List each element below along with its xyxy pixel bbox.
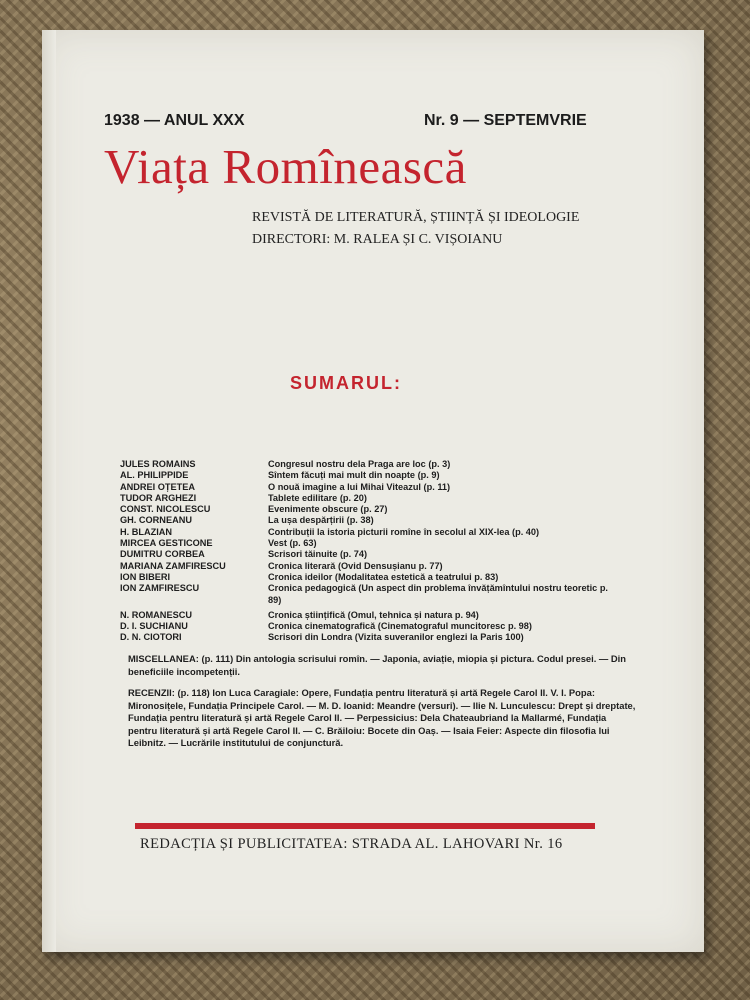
toc-author: DUMITRU CORBEA — [120, 549, 205, 560]
recenzii-text: (p. 118) Ion Luca Caragiale: Opere, Fundația pentru literatură și artă Regele Carol II. V. I. Popa: Mironosițele, Fundația Principele Carol. — M. D. Ioanid: Meandre (versuri). — Ilie N. Lunculescu: Drept și dreptate, Fundația pentru literatură și artă Regele Carol II. — Perpessicius: Dela Chateaubriand la Mallarmé, Fundația pentru literatură și artă Regele Carol II. — C. Brăiloiu: Bocete din Oaș. — Isaia Feier: Aspecte din filosofia lui Leibnitz. — Lucrările institutului de conjunctură. — [128, 687, 636, 748]
toc-author: JULES ROMAINS — [120, 459, 196, 469]
toc-row — [120, 621, 620, 632]
toc-author: CONST. NICOLESCU — [120, 504, 211, 515]
toc-work: Cronica literară (Ovid Densușianu p. 77) — [268, 560, 443, 571]
toc-row — [120, 527, 620, 538]
toc-author: MARIANA ZAMFIRESCU — [120, 560, 226, 571]
toc-work: Vest (p. 63) — [268, 538, 317, 549]
toc-author: AL. PHILIPPIDE — [120, 470, 189, 481]
toc-row — [120, 632, 620, 643]
toc-row — [120, 610, 620, 621]
toc-work: Congresul nostru dela Praga are loc (p. 3) — [268, 459, 451, 469]
toc-work: Contribuții la istoria picturii romîne în secolul al XIX-lea (p. 40) — [268, 526, 540, 537]
toc-row — [120, 561, 620, 572]
red-divider — [135, 823, 595, 829]
toc-work: Cronica cinematografică (Cinematograful muncitoresc p. 98) — [268, 621, 532, 632]
toc-author: H. BLAZIAN — [120, 526, 173, 537]
table-of-contents — [120, 459, 620, 644]
toc-work: Tablete edilitare (p. 20) — [268, 492, 367, 503]
toc-row — [120, 493, 620, 504]
toc-row — [120, 515, 620, 526]
magazine-title: Viața Romînească — [104, 139, 467, 194]
miscellanea-section — [128, 653, 638, 678]
toc-author: ION ZAMFIRESCU — [120, 583, 200, 594]
toc-author: ION BIBERI — [120, 571, 171, 582]
issue-number: Nr. 9 — SEPTEMVRIE — [424, 112, 587, 129]
miscellanea-text: (p. 111) Din antologia scrisului romîn. — Japonia, aviație, miopia și pictura. Codul presei. — Din beneficiile incompetenții. — [128, 653, 627, 677]
toc-work: Cronica ideilor (Modalitatea estetică a teatrului p. 83) — [268, 571, 499, 582]
magazine-subtitle: REVISTĂ DE LITERATURĂ, ȘTIINȚĂ ȘI IDEOLOGIE — [252, 210, 580, 225]
toc-author: GH. CORNEANU — [120, 515, 192, 526]
toc-author: ANDREI OȚETEA — [120, 481, 196, 492]
toc-row — [120, 504, 620, 515]
toc-work: Evenimente obscure (p. 27) — [268, 504, 388, 515]
toc-work: O nouă imagine a lui Mihai Viteazul (p. 11) — [268, 481, 451, 492]
toc-author: D. N. CIOTORI — [120, 632, 182, 643]
magazine-cover — [42, 30, 704, 952]
toc-author: MIRCEA GESTICONE — [120, 538, 213, 549]
toc-author: N. ROMANESCU — [120, 609, 192, 620]
cover-spine — [42, 30, 56, 952]
editorial-address: REDACȚIA ȘI PUBLICITATEA: STRADA AL. LAHOVARI Nr. 16 — [140, 836, 563, 852]
miscellanea-label: MISCELLANEA: — [128, 653, 199, 664]
toc-row — [120, 549, 620, 560]
toc-row — [120, 459, 620, 470]
toc-work: La ușa despărțirii (p. 38) — [268, 515, 374, 526]
toc-row — [120, 482, 620, 493]
toc-work: Scrisori tăinuite (p. 74) — [268, 549, 368, 560]
recenzii-label: RECENZII: — [128, 687, 175, 698]
toc-row — [120, 538, 620, 549]
toc-author: TUDOR ARGHEZI — [120, 492, 197, 503]
magazine-directors: DIRECTORI: M. RALEA ȘI C. VIȘOIANU — [252, 232, 503, 247]
recenzii-section — [128, 687, 638, 750]
toc-work: Sîntem făcuți mai mult din noapte (p. 9) — [268, 470, 440, 481]
toc-row — [120, 572, 620, 583]
toc-row — [120, 583, 620, 606]
year-volume: 1938 — ANUL XXX — [104, 112, 245, 129]
toc-work: Scrisori din Londra (Vizita suveranilor englezi la Paris 100) — [268, 632, 524, 643]
toc-work: Cronica științifică (Omul, tehnica și natura p. 94) — [268, 609, 479, 620]
toc-author: D. I. SUCHIANU — [120, 621, 188, 632]
toc-work: Cronica pedagogică (Un aspect din problema învățămîntului nostru teoretic p. 89) — [268, 583, 608, 605]
summary-heading: SUMARUL: — [290, 373, 402, 393]
toc-row — [120, 470, 620, 481]
